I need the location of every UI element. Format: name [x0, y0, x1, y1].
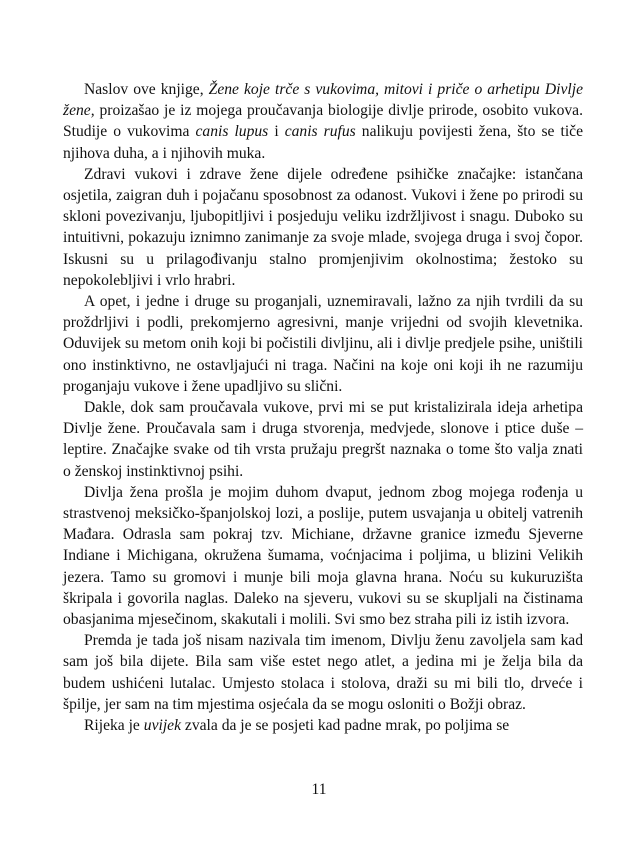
text-run: Premda je tada još nisam nazivala tim imenom, Divlju ženu zavoljela sam kad sam još bila dijete. Bila sam više estet nego atlet, a jedina mi je želja bila da budem ushićeni lutalac. Umjesto stolaca i stolova, draži su mi bili tlo, drveće i špilje, jer sam na tim mjestima osjećala da se mogu osloniti o Božji obraz.	[63, 632, 583, 713]
text-run: Rijeka je	[84, 717, 144, 735]
body-text	[63, 79, 583, 736]
paragraph	[63, 630, 583, 715]
text-run: Naslov ove knjige,	[84, 81, 209, 98]
text-run: Dakle, dok sam proučavala vukove, prvi mi se put kristalizirala ideja arhetipa Divlje žene. Proučavala sam i druga stvorenja, medvjede, slonove i ptice duše – leptire. Značajke svake od tih vrsta pružaju pregršt naznaka o tome što valja znati o ženskoj instinktivnoj psihi.	[63, 399, 583, 480]
text-run: zvala da je se posjeti kad padne mrak, po poljima se	[181, 717, 510, 735]
text-run: A opet, i jedne i druge su proganjali, uznemiravali, lažno za njih tvrdili da su proždrljivi i podli, prekomjerno agresivni, manje vrijedni od svojih klevetnika. Oduvijek su metom onih koji bi počistili divljinu, ali i divlje predjele psihe, uništili ono instinktivno, ne ostavljajući ni traga. Načini na koje oni koji ih ne razumiju proganjaju vukove i žene upadljivo su slični.	[63, 293, 583, 395]
paragraph	[63, 291, 583, 397]
page-number: 11	[311, 781, 327, 798]
italic-text: canis lupus	[195, 123, 269, 141]
paragraph	[63, 164, 583, 291]
italic-text: uvijek	[143, 717, 181, 735]
text-run: Divlja žena prošla je mojim duhom dvaput, jednom zbog mojega rođenja u strastvenoj meksičko-španjolskoj lozi, a poslije, putem usvajanja u obitelj vatrenih Mađara. Odrasla sam pokraj tzv. Michiane, državne granice između Sjeverne Indiane i Michigana, okružena šumama, voćnjacima i poljima, u blizini Velikih jezera. Tamo su gromovi i munje bili moja glavna hrana. Noću su kukuruzišta škripala i govorila naglas. Daleko na sjeveru, vukovi su se skupljali na čistinama obasjanima mjesečinom, skakutali i molili. Svi smo bez straha pili iz istih izvora.	[63, 483, 583, 629]
paragraph	[63, 715, 583, 736]
italic-text: Žene koje trče s vukovima, mitovi i priče o arhetipu Divlje žene,	[63, 81, 583, 120]
text-run: Zdravi vukovi i zdrave žene dijele određene psihičke značajke: istančana osjetila, zaigran duh i pojačanu sposobnost za odanost. Vukovi i žene po prirodi su skloni povezivanju, ljubopitljivi i posjeduju veliku izdržljivost i snagu. Duboko su intuitivni, pokazuju iznimno zanimanje za svoje mlade, svojega druga i svoj čopor. Iskusni su u prilagođivanju stalno promjenjivim okolnostima; žestoko su nepokolebljivi i vrlo hrabri.	[63, 165, 583, 289]
paragraph	[63, 482, 583, 630]
paragraph	[63, 79, 583, 164]
book-page	[63, 79, 583, 736]
italic-text: canis rufus	[284, 123, 356, 141]
paragraph	[63, 397, 583, 482]
text-run: i	[268, 123, 285, 141]
text-run: nalikuju povijesti žena, što se tiče njihova duha, a i njihovih muka.	[63, 123, 583, 162]
text-run: proizašao je iz mojega proučavanja biologije divlje prirode, osobito vukova. Studije o vukovima	[63, 102, 583, 141]
